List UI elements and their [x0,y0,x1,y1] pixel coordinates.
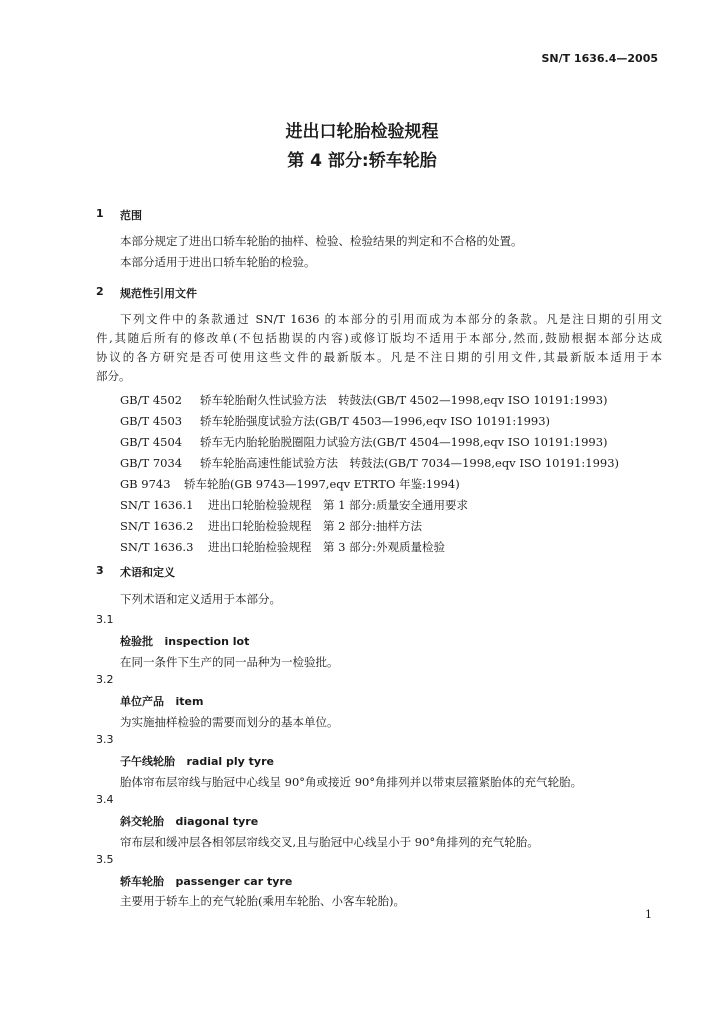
reference-item [120,434,608,450]
term-heading [120,873,292,889]
reference-item [120,455,619,471]
term-en: diagonal tyre [175,815,259,828]
term-number: 3.4 [96,793,114,806]
reference-code: GB/T 7034 [120,456,183,470]
section-2-intro [96,310,662,386]
reference-text: 轿车无内胎轮胎脱圈阻力试验方法(GB/T 4504—1998,eqv ISO 10191:1993) [200,435,608,449]
reference-text: 进出口轮胎检验规程 第 1 部分:质量安全通用要求 [208,498,468,512]
section-3-number: 3 [96,564,104,577]
reference-code: GB/T 4504 [120,435,183,449]
reference-code: GB/T 4503 [120,414,183,428]
term-zh: 子午线轮胎 [120,755,175,768]
section-1-number: 1 [96,207,104,220]
term-number: 3.1 [96,613,114,626]
term-heading [120,633,249,649]
term-zh: 斜交轮胎 [120,815,164,828]
reference-code: SN/T 1636.2 [120,519,194,533]
reference-item [120,392,608,408]
term-zh: 检验批 [120,635,153,648]
term-en: radial ply tyre [186,755,274,768]
section-1-para-1: 本部分规定了进出口轿车轮胎的抽样、检验、检验结果的判定和不合格的处置。 [120,234,523,248]
reference-code: GB/T 4502 [120,393,183,407]
standard-code: SN/T 1636.4—2005 [541,52,658,65]
term-heading [120,753,274,769]
term-definition: 胎体帘布层帘线与胎冠中心线呈 90°角或接近 90°角排列并以带束层箍紧胎体的充气轮胎。 [120,775,583,789]
section-2-intro-line: 部分。 [96,369,131,383]
reference-text: 进出口轮胎检验规程 第 2 部分:抽样方法 [208,519,423,533]
reference-code: SN/T 1636.3 [120,540,194,554]
section-3-title: 术语和定义 [120,566,175,579]
term-zh: 单位产品 [120,695,164,708]
term-definition: 在同一条件下生产的同一品种为一检验批。 [120,655,339,669]
term-en: item [175,695,204,708]
section-2-number: 2 [96,285,104,298]
document-subtitle: 第 4 部分:轿车轮胎 [287,151,437,171]
reference-text: 轿车轮胎(GB 9743—1997,eqv ETRTO 年鉴:1994) [184,477,460,491]
reference-code: GB 9743 [120,477,171,491]
term-number: 3.5 [96,853,114,866]
term-en: inspection lot [164,635,250,648]
term-number: 3.3 [96,733,114,746]
section-3-intro: 下列术语和定义适用于本部分。 [120,592,281,606]
term-zh: 轿车轮胎 [120,875,164,888]
reference-item [120,539,445,555]
term-definition: 为实施抽样检验的需要而划分的基本单位。 [120,715,339,729]
reference-item [120,497,468,513]
section-2-intro-line: 下列文件中的条款通过 SN/T 1636 的本部分的引用而成为本部分的条款。凡是注日期的引用文 [120,312,662,326]
term-heading [120,693,203,709]
reference-code: SN/T 1636.1 [120,498,194,512]
section-2-intro-line: 件,其随后所有的修改单(不包括勘误的内容)或修订版均不适用于本部分,然而,鼓励根据本部分达成 [96,331,662,345]
reference-text: 进出口轮胎检验规程 第 3 部分:外观质量检验 [208,540,445,554]
reference-text: 轿车轮胎高速性能试验方法 转鼓法(GB/T 7034—1998,eqv ISO 10191:1993) [200,456,620,470]
document-title: 进出口轮胎检验规程 [285,122,439,142]
section-1-title: 范围 [120,209,142,222]
reference-item [120,413,550,429]
term-number: 3.2 [96,673,114,686]
reference-item [120,518,422,534]
section-2-intro-line: 协议的各方研究是否可使用这些文件的最新版本。凡是不注日期的引用文件,其最新版本适用于本 [96,350,662,364]
term-definition: 帘布层和缓冲层各相邻层帘线交叉,且与胎冠中心线呈小于 90°角排列的充气轮胎。 [120,835,539,849]
reference-item [120,476,460,492]
section-2-title: 规范性引用文件 [120,287,197,300]
reference-text: 轿车轮胎耐久性试验方法 转鼓法(GB/T 4502—1998,eqv ISO 10191:1993) [200,393,608,407]
page-number: 1 [645,908,652,921]
section-1-para-2: 本部分适用于进出口轿车轮胎的检验。 [120,255,316,269]
term-heading [120,813,258,829]
term-en: passenger car tyre [175,875,293,888]
reference-text: 轿车轮胎强度试验方法(GB/T 4503—1996,eqv ISO 10191:1993) [200,414,551,428]
term-definition: 主要用于轿车上的充气轮胎(乘用车轮胎、小客车轮胎)。 [120,894,405,908]
